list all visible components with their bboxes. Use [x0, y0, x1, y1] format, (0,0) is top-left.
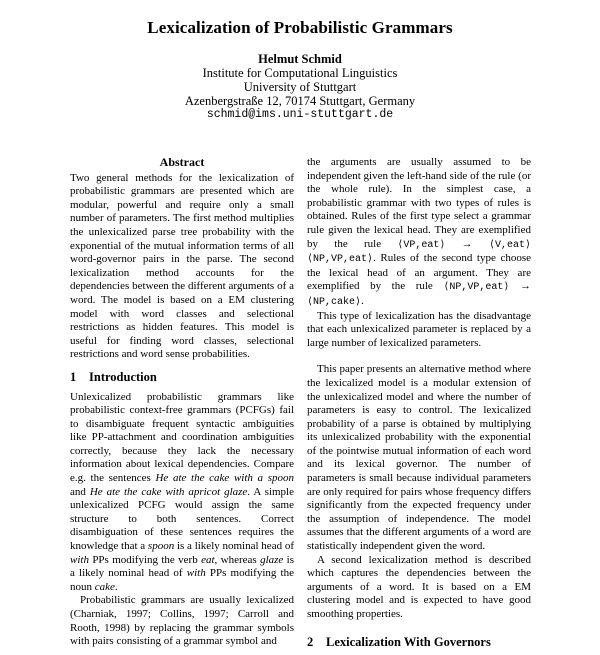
section-2-title: Lexicalization With Governors [326, 634, 491, 649]
section-2-heading [307, 636, 531, 650]
section-1-number: 1 [70, 369, 77, 384]
section-1-heading [70, 371, 294, 385]
right-paragraph-1: the arguments are usually assumed to be independent given the left-hand side of the rule (or the whole rule). In the simplest case, a probabilistic grammar with two types of rules is obtained. Rules of the first type select a grammar rule given the lexical head. They are exemplified by the rule ⟨VP,eat⟩ → ⟨V,eat⟩ ⟨NP,VP,eat⟩. Rules of the second type choose the lexical head of an argument. They are exemplified by the rule ⟨NP,VP,eat⟩ → ⟨NP,cake⟩. [307, 156, 532, 308]
rule-1-lhs: ⟨VP,eat⟩ [397, 239, 446, 251]
intro-paragraph-1: Unlexicalized probabilistic grammars like probabilistic context-free grammars (PCFGs) fail to disambiguate frequent syntactic ambiguities like PP-attachment and coordination ambiguities correctly, because they lack the necessary information about lexical dependencies. Compare e.g. the sentences He ate the cake with a spoon and He ate the cake with apricot glaze. A simple unlexicalized PCFG would assign the same structure to both sentences. Correct disambiguation of these sentences requires the knowledge that a spoon is a likely nominal head of with PPs modifying the verb eat, whereas glaze is a likely nominal head of with PPs modifying the noun cake. [70, 390, 294, 593]
author-email: schmid@ims.uni-stuttgart.de [206, 108, 394, 121]
affiliation-university: University of Stuttgart [243, 80, 357, 94]
author-name: Helmut Schmid [258, 52, 342, 66]
right-column [307, 156, 531, 655]
affiliation-address: Azenbergstraße 12, 70174 Stuttgart, Germany [184, 94, 416, 108]
section-1-title: Introduction [89, 369, 157, 384]
example-sentence-2: He ate the cake with apricot glaze [89, 485, 248, 498]
abstract-text: Two general methods for the lexicalization of probabilistic grammars are presented which are modular, powerful and require only a small number of parameters. The first method multiplies the unlexicalized parse tree probability with the exponential of the mutual information terms of all word-governor pairs in the parse. The second lexicalization method accounts for the dependencies between the different arguments of a word. The model is based on a EM clustering model with word classes and selectional restrictions as hidden features. This model is useful for finding word classes, selectional restrictions and word sense probabilities. [70, 171, 294, 361]
rule-1-rhs: ⟨V,eat⟩ ⟨NP,VP,eat⟩ [307, 239, 531, 266]
section-2-number: 2 [307, 634, 314, 649]
right-paragraph-3: This paper presents an alternative method where the lexicalized model is a modular extension of the unlexicalized model and where the number of parameters is easy to control. The lexicalized probability of a parse is obtained by multiplying its unlexicalized probability with the exponential of the pointwise mutual information of each word and its lexical governor. The number of parameters is small because individual parameters are only required for pairs whose frequency differs significantly from the expected frequency under the assumption of independence. The model assumes that the different arguments of a word are statistically independent given the word. [307, 363, 531, 553]
right-paragraph-4: A second lexicalization method is described which captures the dependencies between the arguments of a word. It is based on a EM clustering model and is expected to have good smoothing properties. [307, 553, 531, 620]
example-sentence-1: He ate the cake with a spoon [155, 472, 294, 485]
paper-title: Lexicalization of Probabilistic Grammars [147, 18, 453, 37]
intro-paragraph-2: Probabilistic grammars are usually lexicalized (Charniak, 1997; Collins, 1997; Carroll and Rooth, 1998) by replacing the grammar symbols with pairs consisting of a grammar symbol and [70, 594, 294, 648]
abstract-heading: Abstract [159, 155, 205, 169]
right-paragraph-2: This type of lexicalization has the disadvantage that each unlexicalized parameter is replaced by a large number of lexicalized parameters. [307, 309, 531, 349]
rule-2-lhs: ⟨NP,VP,eat⟩ [443, 282, 510, 294]
affiliation-institute: Institute for Computational Linguistics [202, 66, 398, 80]
left-column [70, 156, 294, 649]
rule-2-rhs: ⟨NP,cake⟩ [307, 296, 362, 308]
paper-header [0, 0, 600, 122]
